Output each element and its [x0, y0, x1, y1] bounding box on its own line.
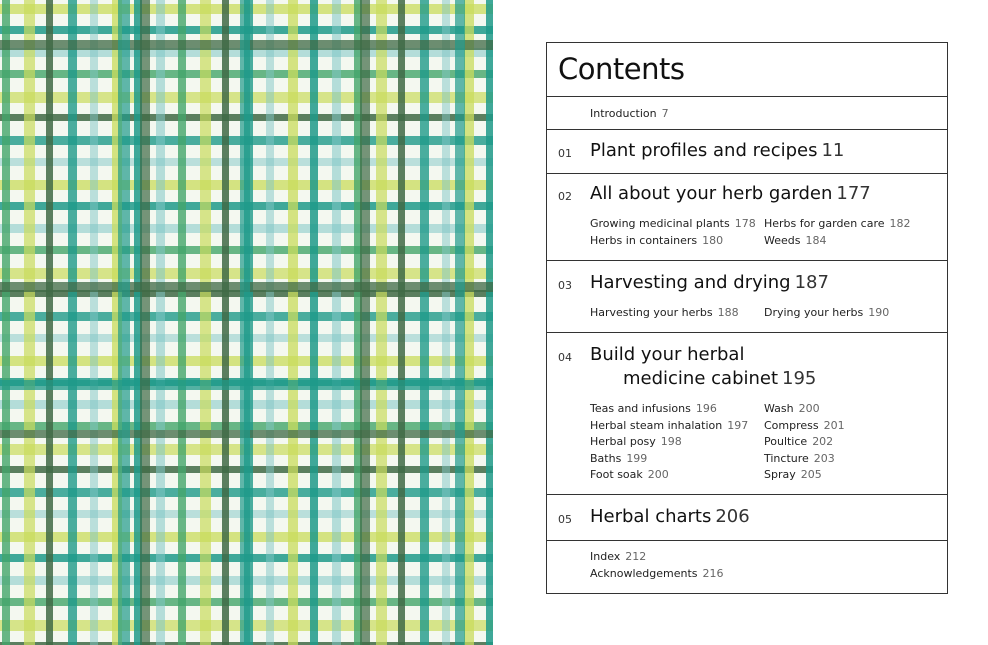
toc-entry[interactable] [590, 452, 647, 465]
plaid-stripe-vertical [398, 0, 405, 645]
section-05 [547, 494, 947, 540]
heading-page: 187 [794, 272, 829, 293]
plaid-stripe-vertical [486, 0, 493, 645]
toc-entry-acknowledgements[interactable] [590, 567, 724, 580]
entry-label: Introduction [590, 107, 657, 120]
entry-label: Harvesting your herbs [590, 306, 713, 319]
entry-label: Herbs in containers [590, 234, 698, 247]
plaid-stripe-vertical [310, 0, 318, 645]
plaid-stripe-vertical [464, 0, 474, 645]
entry-page: 184 [805, 234, 827, 247]
plaid-stripe-vertical [332, 0, 341, 645]
entry-page: 203 [813, 452, 835, 465]
plaid-stripe-vertical [178, 0, 186, 645]
section-number: 05 [558, 513, 572, 526]
entry-page: 190 [868, 306, 890, 319]
plaid-stripe-vertical [156, 0, 165, 645]
plaid-stripe-vertical [24, 0, 35, 645]
entry-page: 198 [660, 435, 682, 448]
plaid-artwork [0, 0, 493, 645]
section-04 [547, 332, 947, 494]
toc-entry[interactable] [764, 306, 889, 319]
plaid-stripe-vertical [90, 0, 98, 645]
section-heading-medicine-cabinet-line2[interactable] [623, 368, 816, 389]
plaid-stripe-vertical [222, 0, 229, 645]
entry-label: Teas and infusions [590, 402, 691, 415]
plaid-accent-stripe [118, 0, 130, 645]
section-number: 01 [558, 147, 572, 160]
toc-entry[interactable] [764, 468, 822, 481]
entry-label: Drying your herbs [764, 306, 864, 319]
entry-page: 205 [800, 468, 822, 481]
entry-page: 202 [812, 435, 834, 448]
section-heading-herb-garden[interactable] [590, 183, 871, 204]
entry-page: 199 [626, 452, 648, 465]
plaid-accent-stripe [140, 0, 150, 645]
toc-entry[interactable] [764, 217, 911, 230]
entry-label: Weeds [764, 234, 801, 247]
entry-page: 196 [695, 402, 717, 415]
toc-entry[interactable] [764, 419, 845, 432]
toc-entry[interactable] [590, 402, 717, 415]
section-heading-herbal-charts[interactable] [590, 506, 750, 527]
plaid-accent-stripe [240, 0, 250, 645]
plaid-stripe-vertical [420, 0, 429, 645]
section-heading-harvesting[interactable] [590, 272, 829, 293]
heading-label: Harvesting and drying [590, 272, 791, 293]
toc-entry[interactable] [590, 217, 756, 230]
contents-header [547, 43, 947, 96]
plaid-accent-stripe [455, 0, 465, 645]
toc-entry[interactable] [764, 402, 820, 415]
entry-page: 197 [727, 419, 749, 432]
page-title: Contents [558, 52, 685, 86]
plaid-stripe-vertical [376, 0, 387, 645]
section-number: 02 [558, 190, 572, 203]
entry-page: 201 [823, 419, 845, 432]
plaid-stripe-vertical [46, 0, 53, 645]
section-01 [547, 129, 947, 173]
heading-label: Herbal charts [590, 506, 712, 527]
toc-entry[interactable] [590, 234, 723, 247]
heading-label: Plant profiles and recipes [590, 140, 818, 161]
section-number: 03 [558, 279, 572, 292]
toc-entry[interactable] [590, 468, 669, 481]
section-heading-medicine-cabinet[interactable] [590, 344, 744, 365]
entry-label: Herbal posy [590, 435, 656, 448]
entry-label: Baths [590, 452, 622, 465]
entry-page: 7 [661, 107, 669, 120]
table-of-contents [546, 42, 948, 594]
toc-entry[interactable] [764, 435, 833, 448]
intro-row [547, 96, 947, 129]
plaid-stripe-vertical [288, 0, 298, 645]
plaid-stripe-vertical [2, 0, 10, 645]
plaid-stripe-vertical [266, 0, 274, 645]
plaid-accent-stripe [360, 0, 370, 645]
entry-label: Spray [764, 468, 796, 481]
toc-entry[interactable] [590, 306, 739, 319]
entry-page: 200 [647, 468, 669, 481]
entry-page: 200 [798, 402, 820, 415]
back-matter [547, 540, 947, 595]
entry-page: 182 [889, 217, 911, 230]
toc-entry[interactable] [590, 435, 682, 448]
section-02 [547, 173, 947, 260]
heading-page: 11 [821, 140, 845, 161]
heading-page: 206 [715, 506, 750, 527]
entry-page: 178 [734, 217, 756, 230]
entry-page: 188 [717, 306, 739, 319]
entry-label: Wash [764, 402, 794, 415]
entry-page: 216 [702, 567, 724, 580]
entry-label: Acknowledgements [590, 567, 698, 580]
plaid-pattern [0, 0, 493, 645]
entry-page: 212 [625, 550, 647, 563]
entry-label: Growing medicinal plants [590, 217, 730, 230]
entry-label: Herbal steam inhalation [590, 419, 723, 432]
toc-entry-introduction[interactable] [590, 107, 669, 120]
heading-page: 177 [836, 183, 871, 204]
section-heading-plant-profiles[interactable] [590, 140, 844, 161]
heading-label: Build your herbal [590, 344, 745, 365]
entry-label: Herbs for garden care [764, 217, 885, 230]
heading-label: medicine cabinet [623, 368, 779, 389]
plaid-stripe-vertical [200, 0, 211, 645]
entry-label: Index [590, 550, 621, 563]
entry-page: 180 [702, 234, 724, 247]
toc-entry[interactable] [590, 419, 748, 432]
section-03 [547, 260, 947, 332]
entry-label: Compress [764, 419, 819, 432]
plaid-stripe-vertical [442, 0, 450, 645]
entry-label: Tincture [764, 452, 809, 465]
toc-entry-index[interactable] [590, 550, 646, 563]
plaid-stripe-vertical [68, 0, 77, 645]
toc-entry[interactable] [764, 234, 826, 247]
toc-entry[interactable] [764, 452, 835, 465]
entry-label: Poultice [764, 435, 808, 448]
heading-page: 195 [782, 368, 817, 389]
section-number: 04 [558, 351, 572, 364]
heading-label: All about your herb garden [590, 183, 833, 204]
entry-label: Foot soak [590, 468, 643, 481]
